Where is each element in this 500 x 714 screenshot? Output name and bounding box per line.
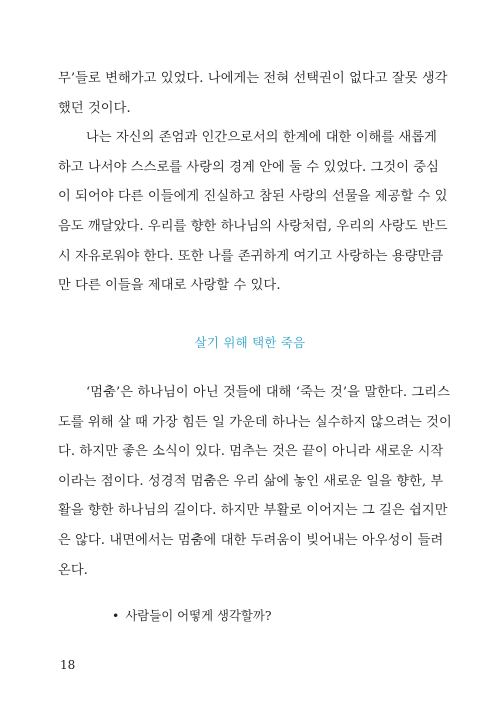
text-line: 도를 위해 살 때 가장 힘든 일 가운데 하나는 실수하지 않으려는 것이	[58, 414, 452, 430]
text-line: 시 자유로워야 한다. 또한 나를 존귀하게 여기고 사랑하는 용량만큼	[58, 248, 444, 264]
body-text-bottom	[58, 378, 452, 585]
bullet-item	[112, 606, 272, 624]
text-line: 음도 깨달았다. 우리를 향한 하나님의 사랑처럼, 우리의 사랑도 반드	[58, 218, 448, 234]
page-number: 18	[60, 658, 76, 672]
bullet-marker: •	[112, 608, 120, 623]
text-line: 하고 나서야 스스로를 사랑의 경계 안에 둘 수 있었다. 그것이 중심	[58, 159, 440, 175]
text-line: 했던 것이다.	[58, 100, 131, 116]
text-line: 온다.	[58, 562, 88, 578]
text-line: 활을 향한 하나님의 길이다. 하지만 부활로 이어지는 그 길은 쉽지만	[58, 503, 448, 519]
text-line: ‘멈춤’은 하나님이 아닌 것들에 대해 ‘죽는 것’을 말한다. 그리스	[86, 385, 450, 400]
section-heading: 살기 위해 택한 죽음	[194, 335, 306, 350]
text-line: 나는 자신의 존엄과 인간으로서의 한계에 대한 이해를 새롭게	[86, 130, 438, 146]
body-text-top	[58, 64, 448, 301]
paragraph	[58, 123, 448, 301]
text-line: 이라는 점이다. 성경적 멈춤은 우리 삶에 놓인 새로운 일을 향한, 부	[58, 473, 444, 489]
text-line: 무’들로 변해가고 있었다. 나에게는 전혀 선택권이 없다고 잘못 생각	[58, 71, 448, 86]
text-line: 이 되어야 다른 이들에게 진실하고 참된 사랑의 선물을 제공할 수 있	[58, 189, 448, 205]
paragraph	[58, 378, 452, 585]
paragraph	[58, 64, 448, 123]
text-line: 은 않다. 내면에서는 멈춤에 대한 두려움이 빚어내는 아우성이 들려	[58, 532, 444, 548]
text-line: 만 다른 이들을 제대로 사랑할 수 있다.	[58, 278, 281, 294]
text-line: 다. 하지만 좋은 소식이 있다. 멈추는 것은 끝이 아니라 새로운 시작	[58, 444, 444, 460]
bullet-text: 사람들이 어떻게 생각할까?	[125, 608, 272, 623]
